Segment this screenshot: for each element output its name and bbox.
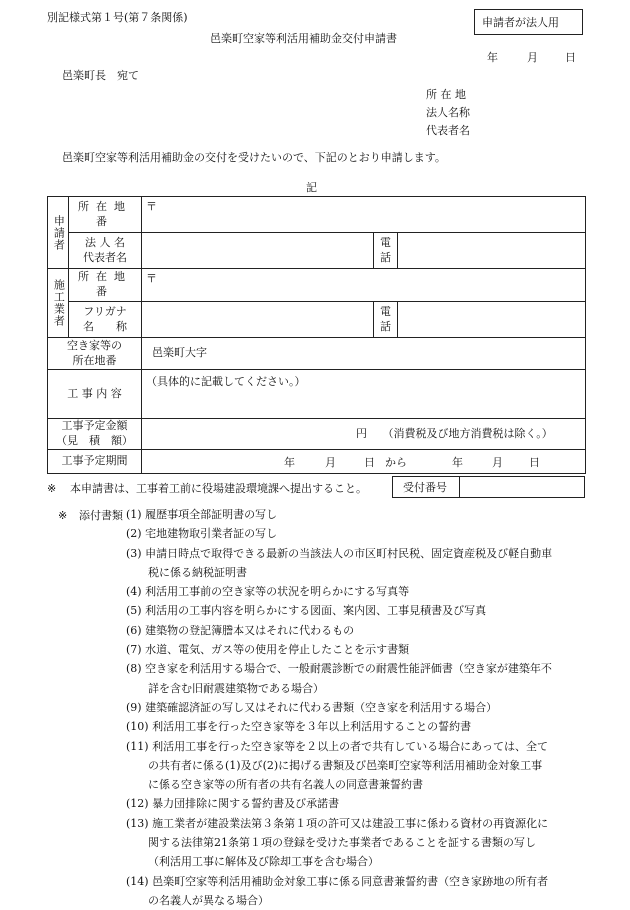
applicant-address-row: [48, 197, 586, 233]
attachment-item: 関する法律第21条第１項の登録を受けた事業者であることを証する書類の写し: [148, 836, 536, 850]
attachments-label: 添付書類: [79, 509, 123, 522]
applicant-address-label: 所在地番: [69, 197, 142, 233]
applicant-phone-label: 電 話: [374, 233, 398, 269]
attachment-item: (4) 利活用工事前の空き家等の状況を明らかにする写真等: [126, 585, 410, 599]
period-start-month: 月: [325, 456, 336, 469]
receipt-number-field[interactable]: [459, 476, 585, 498]
amount-label: 工事予定金額 （見 積 額）: [48, 419, 142, 450]
header-rep-label: 代表者名: [426, 124, 470, 137]
attachment-item: (2) 宅地建物取引業者証の写し: [126, 527, 278, 541]
attachment-item: (13) 施工業者が建設業法第３条第１項の許可又は建設工事に係わる資材の再資源化に: [126, 816, 549, 830]
applicant-corp-row: [48, 233, 586, 269]
work-content-row: [48, 370, 586, 419]
addressee: 邑楽町長 宛て: [62, 69, 139, 82]
applicant-type-label: 申請者が法人用: [482, 16, 559, 29]
ki-heading: 記: [306, 181, 317, 194]
contractor-group-label: 施工業者: [48, 269, 69, 338]
period-label: 工事予定期間: [48, 450, 142, 474]
applicant-address-field[interactable]: [142, 197, 586, 233]
header-address-label: 所 在 地: [426, 88, 466, 101]
attachments-mark: ※: [58, 509, 68, 522]
amount-row: [48, 419, 586, 450]
receipt-label-box: [392, 476, 460, 498]
period-start-year: 年: [284, 456, 295, 469]
intro-text: 邑楽町空家等利活用補助金の交付を受けたいので、下記のとおり申請します。: [62, 151, 446, 164]
attachment-item: (1) 履歴事項全部証明書の写し: [126, 508, 278, 521]
attachment-item: の名義人が異なる場合）: [148, 893, 269, 907]
period-row: [48, 450, 586, 474]
postal-mark: 〒: [146, 200, 157, 213]
attachment-item: （利活用工事に解体及び除却工事を含む場合）: [148, 855, 379, 869]
contractor-name-field[interactable]: [142, 302, 374, 338]
attachment-item: 詳を含む旧耐震建築物である場合）: [148, 681, 324, 695]
header-corp-label: 法人名称: [426, 106, 470, 119]
vacant-house-field[interactable]: 邑楽町大字: [142, 338, 586, 370]
attachment-item: (12) 暴力団排除に関する誓約書及び承諾書: [126, 797, 340, 811]
applicant-type-box: [474, 9, 583, 35]
attachment-item: (9) 建築確認済証の写し又はそれに代わる書類（空き家を利活用する場合）: [126, 700, 498, 714]
period-start-day: 日: [364, 456, 375, 469]
amount-field[interactable]: [142, 419, 586, 450]
attachment-item: の共有者に係る(1)及び(2)に掲げる書類及び邑楽町空家等利活用補助金対象工事: [148, 758, 543, 772]
contractor-address-label: 所在地番: [69, 269, 142, 302]
attachment-item: (10) 利活用工事を行った空き家等を３年以上利活用することの誓約書: [126, 720, 472, 734]
amount-unit: 円: [356, 426, 367, 440]
attachment-item: (14) 邑楽町空家等利活用補助金対象工事に係る同意書兼誓約書（空き家跡地の所有者: [126, 874, 549, 888]
applicant-phone-field[interactable]: [398, 233, 586, 269]
submission-note: 本申請書は、工事着工前に役場建設環境課へ提出すること。: [70, 482, 367, 495]
attachment-item: (7) 水道、電気、ガス等の使用を停止したことを示す書類: [126, 643, 410, 657]
applicant-corp-field[interactable]: [142, 233, 374, 269]
attachment-item: (11) 利活用工事を行った空き家等を２以上の者で共有している場合にあっては、全て: [126, 739, 548, 753]
applicant-corp-label: 法 人 名 代表者名: [69, 233, 142, 269]
date-day: 日: [565, 51, 576, 64]
application-table: [47, 196, 586, 474]
contractor-phone-label: 電 話: [374, 302, 398, 338]
attachment-item: (5) 利活用の工事内容を明らかにする図面、案内図、工事見積書及び写真: [126, 604, 487, 618]
contractor-phone-field[interactable]: [398, 302, 586, 338]
period-end-year: 年: [452, 456, 463, 469]
attachment-item: (3) 申請日時点で取得できる最新の当該法人の市区町村民税、固定資産税及び軽自動車: [126, 546, 553, 560]
attachment-item: に係る空き家等の所有者の共有名義人の同意書兼誓約書: [148, 778, 423, 792]
date-year: 年: [487, 51, 498, 64]
attachment-item: 税に係る納税証明書: [148, 565, 247, 579]
period-end-day: 日: [529, 456, 540, 469]
attachment-item: (6) 建築物の登記簿謄本又はそれに代わるもの: [126, 623, 355, 637]
contractor-name-label: フリガナ 名 称: [69, 302, 142, 338]
period-field[interactable]: [142, 450, 586, 474]
form-number: 別記様式第１号(第７条関係): [47, 11, 188, 24]
applicant-group-label: 申請者: [48, 197, 69, 269]
postal-mark: 〒: [146, 272, 157, 285]
attachments-list: [126, 505, 552, 910]
date-month: 月: [527, 51, 538, 64]
attachment-item: (8) 空き家を利活用する場合で、一般耐震診断での耐震性能評価書（空き家が建築年不: [126, 662, 552, 676]
work-content-field[interactable]: （具体的に記載してください。）: [142, 370, 586, 419]
work-content-label: 工 事 内 容: [48, 370, 142, 419]
document-title: 邑楽町空家等利活用補助金交付申請書: [210, 32, 397, 45]
contractor-address-field[interactable]: [142, 269, 586, 302]
period-end-month: 月: [492, 456, 503, 469]
vacant-house-label: 空き家等の 所在地番: [48, 338, 142, 370]
receipt-label: 受付番号: [403, 481, 447, 494]
contractor-name-row: [48, 302, 586, 338]
vacant-house-row: [48, 338, 586, 370]
period-from: から: [385, 456, 407, 469]
submission-note-mark: ※: [47, 482, 57, 495]
amount-note: （消費税及び地方消費税は除く。）: [382, 426, 553, 440]
contractor-address-row: [48, 269, 586, 302]
